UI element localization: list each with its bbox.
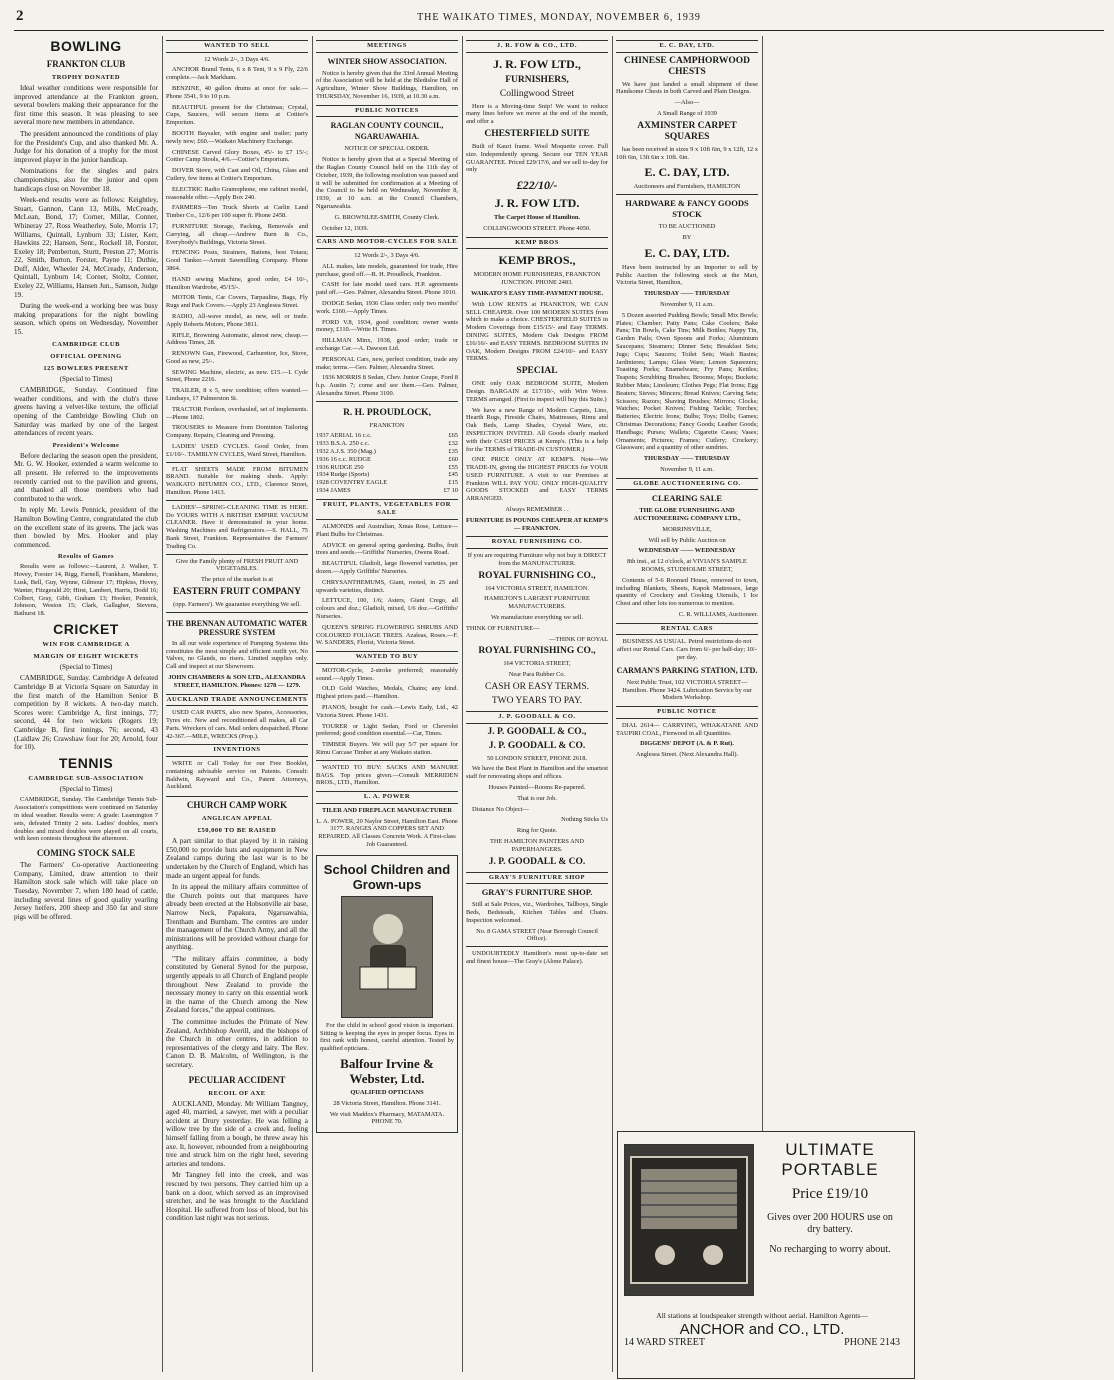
notice-text: Notice is hereby given that the 33rd Annual Meeting of the Association will be held at the Bledisloe Hall of Agriculture, Winter Show Buildings, Hamilton, on THURSDAY, November 16, 1939, at 10.30 a.m. <box>316 69 458 100</box>
chesterfield-title: CHESTERFIELD SUITE <box>484 128 590 139</box>
price-row <box>316 456 458 464</box>
ad-text: Houses Painted—Rooms Re-papered. <box>488 784 586 792</box>
article-paragraph: Week-end results were as follows: Keightley, Stuart, Gannon, Cann 13, Mills, McCready, McLean, Bond, 17; Corner, Millar, Conner, Whineray 27, Ross Weatherley, Sole, Morris 17; Williams, Quintall, Lynburn 33; Lister, Kerr, Hawkins 22; Hansen, Senr., Rockell 18, Forster, Exeley 18; Pemberton, Sturtt, Preston 27; Morris 22, Smith, Burton, Forster, Payne 11; Duthie, Duff, Alder, Wheeler 24, McCready, Anderson, Quintall, Lynburn 14; Corner, Stoltz, Conner, Exeley 22, Williams, Hansen Jun., Samson, Judge 19. <box>14 196 158 299</box>
classified-ad: RADIO, All-wave model, as new, sell or trade. Apply Roberts Motors, Phone 3811. <box>166 312 308 328</box>
article-paragraph: AUCKLAND, Monday. Mr William Tangney, aged 40, married, a sawyer, met with a peculiar accident at Drury yesterday. He was felling a willow tree by the side of a creek and, feeling himself falling from a bough, he threw away his axe. It, however, rebounded from a neighbouring tree and struck him on the right heel, severing arteries and tendons. <box>166 1099 308 1168</box>
radio-nocharge: No recharging to worry about. <box>769 1244 891 1255</box>
price-row <box>316 448 458 456</box>
price-value: £65 <box>448 432 458 440</box>
classified-ad: BEAUTIFUL Gladioli, large flowered varieties, per dozen.—Apply Griffiths' Nurseries. <box>316 560 458 576</box>
article-paragraph: Nominations for the singles and pairs championships, also for the junior and open handicaps close on November 18. <box>14 167 158 193</box>
auckland-trade-heading: AUCKLAND TRADE ANNOUNCEMENTS <box>166 694 308 707</box>
price-row <box>316 432 458 440</box>
article-paragraph: CAMBRIDGE, Sunday. Cambridge A defeated Cambridge B at Victoria Square on Saturday in the first match of the Hamilton Senior B competition by 8 wickets. A two-day match. Scores were: Cambridge A, first innings, 77; second, 44 for two wickets (Rogers 19; Cambridge B, first innings, 76; second, 43 (Laidlaw 26; Crawshaw four for 20; Arnold, four for 10). <box>14 674 158 752</box>
classified-ad: PIANOS, bought for cash.—Lewis Eady, Ltd., 42 Victoria Street. Phone 1431. <box>316 703 458 719</box>
column-divider <box>162 36 163 1372</box>
price-item: 1933 B.S.A. 250 c.c. <box>316 440 370 448</box>
official-opening-heading: OFFICIAL OPENING <box>50 352 122 360</box>
ad-text: Ring for Quote. <box>516 827 558 835</box>
eastern-fruit-ad <box>166 554 308 609</box>
auction-list: 5 Dozen assorted Pudding Bowls; Small Mix Bowls; Plates; Chamber; Patty Pans; Cake Coolers; Bake Pans; Tin Bowls, Cake Tins; Milk Bottles; Nappy Tin, Garden Pails; Oven Spoons and Forks; Aluminium Saucepans; Steamers; Dinner Sets; Breakfast Sets; Jugs; Cups; Saucers; Toilet Sets; Wash Basins; Jardinieres; Lamps; Glass Ware; Lemon Squeezers; Toasting Forks; Enamelware; Fry Pans; Kettles; Teapots; Scrubbing Brushes; Brooms; Mops; Buckets; Rubber Mats; Linoleum; Clothes Pegs; Flat Irons; Egg Beaters; Sieves; Mincers; Bread Knives; Carving Sets; Scissors; Razors; Shaving Brushes; Mirrors; Clocks; Watches; Pocket Knives; Fishing Tackle; Torches; Batteries; Electric Irons; Bulbs; Toys; Dolls; Games; Christmas Decorations; Fancy Goods; Leather Goods; Handbags; Purses; Wallets; Cigarette Cases; Vases; Ornaments; Pictures; Frames; Cutlery; Crockery; Glassware; and a quantity of other sundries. <box>616 311 758 452</box>
ad-text: —Also— <box>674 99 700 107</box>
radio-price: Price £19/10 <box>791 1186 869 1202</box>
goodall-footer: J. P. GOODALL & CO. <box>488 856 586 867</box>
meetings-heading: MEETINGS <box>316 40 458 53</box>
chinese-chests-title: CHINESE CAMPHORWOOD CHESTS <box>623 55 751 77</box>
classified-ad: RIFLE, Browning Automatic, almost new, cheap.—Address Times, 28. <box>166 331 308 347</box>
grays-title: GRAY'S FURNITURE SHOP. <box>481 887 593 898</box>
price-row <box>316 487 458 495</box>
ad-text: THE HAMILTON PAINTERS AND PAPERHANGERS. <box>489 838 585 853</box>
ad-text: We have a new Range of Modern Carpets, Lino, Hearth Rugs, Fireside Chairs, Mattresses, Rimu and Oak Beds, Lamp Shades, Crystal Ware, etc. INSPECTION INVITED. All Goods clearly marked with their CASH PRICES at Kemp's. (This is a help for the TERMS of TRADE-IN CUSTOMER.) <box>466 406 608 453</box>
classified-ad: LETTUCE, 100, 1/6; Asters, Giant Crego, all colours and doz.; Gladioli, mixed, 1/6 doz.—Griffiths' Nurseries. <box>316 597 458 621</box>
royal-header: ROYAL FURNISHING CO. <box>466 536 608 549</box>
ad-text: WEDNESDAY —— WEDNESDAY <box>638 547 736 555</box>
price-row <box>316 471 458 479</box>
public-notices-heading: PUBLIC NOTICES <box>316 105 458 118</box>
ad-text: THE GLOBE FURNISHING AND AUCTIONEERING COMPANY LTD., <box>633 507 741 523</box>
church-camp-heading: CHURCH CAMP WORK <box>166 796 308 811</box>
fow-street: Collingwood Street <box>499 88 575 99</box>
ad-text: Contents of 5-6 Roomed House, removed to town, including Blankets, Sheets, Kapok Mattresses, large quantity of Crockery and Cooking Utensils, 1 Ice Chest and other lots too numerous to mention. <box>616 576 758 608</box>
column-sport <box>14 36 158 1372</box>
price-value: £55 <box>448 463 458 471</box>
price-item: 1928 COVENTRY EAGLE <box>316 479 388 487</box>
ad-text: QUALIFIED OPTICIANS <box>350 1088 424 1096</box>
ad-text: We have the Best Plant in Hamilton and the smartest staff for renovating shops and offices. <box>466 765 608 781</box>
price-row <box>316 464 458 472</box>
ad-text: The price of the market is at <box>200 576 274 584</box>
bowlers-present-heading: 125 BOWLERS PRESENT <box>43 364 129 372</box>
ad-text: 50 LONDON STREET, PHONE 2618. <box>487 754 587 762</box>
flat-sheets-ad: FLAT SHEETS MADE FROM BITUMEN BRAND. Suitable for making sheds. Apply: WAIKATO BITUMEN CO., LTD., Clarence Street, Hamilton. Phone 1413. <box>166 462 308 497</box>
ad-text: has been received in sizes 9 x 10ft 6in, 9 x 12ft, 12 x 10ft 6in, 13ft 6in x 10ft. 6in. <box>616 145 758 161</box>
special-to-times: (Special to Times) <box>59 784 113 793</box>
peculiar-accident-heading: PECULIAR ACCIDENT <box>188 1074 286 1085</box>
article-paragraph: The president announced the conditions of play for the President's Cup, and also thanked Mr. A. Judge for his donation of a trophy for the most improved player in the junior handicap. <box>14 129 158 164</box>
price-value: £60 <box>448 455 458 463</box>
power-heading: L. A. POWER <box>316 791 458 804</box>
classified-ad: BEAUTIFUL present for the Christmas; Crystal, Cups, Saucers, will secure items at Cottier's Emporium. <box>166 103 308 127</box>
inventions-heading: INVENTIONS <box>166 744 308 757</box>
ad-text: C. R. WILLIAMS, Auctioneer. <box>678 611 758 619</box>
suite-price: £22/10/- <box>516 178 558 193</box>
ad-text: ONE only OAK BEDROOM SUITE, Modern Design. BARGAIN at £17/10/-, with Wire Wove. TERMS arranged. (First to inspect will buy this Suite.) <box>466 380 608 403</box>
ad-text: If you are requiring Furniture why not buy it DIRECT from the MANUFACTURER. <box>467 552 607 567</box>
axminster-title: AXMINSTER CARPET SQUARES <box>637 120 737 142</box>
ad-text: Nothing Sticks Us <box>561 816 608 824</box>
ad-text: Anglesea Street. (Next Alexandra Hall). <box>635 751 739 759</box>
goodall-title-2: J. P. GOODALL & CO. <box>488 740 586 751</box>
classified-ad: HAND sewing Machine, good order, £4 10/-, Hamilton Wardrobe, 45/15/-. <box>166 275 308 291</box>
proudlock-ad <box>316 401 458 495</box>
ad-text: A Small Range of 1939 <box>657 109 717 117</box>
classified-ad: CASH for late model used cars. H.P. agreements paid off.—Geo. Palmer, Alexandra Street. Phone 1010. <box>316 281 458 297</box>
carmans-title: CARMAN'S PARKING STATION, LTD. <box>616 665 758 675</box>
classified-ad: ADVICE on general spring gardening. Bulbs, fruit trees and seeds.—Griffiths' Nurseries, Owens Road. <box>316 541 458 557</box>
ad-text: —THINK OF ROYAL <box>549 635 608 643</box>
ad-text: Here is a Moving-time Snip! We want to reduce many lines before we move at the end of the month, and offer a <box>466 102 608 126</box>
ad-text: That is our Job. <box>517 794 557 802</box>
brennan-pump-ad <box>166 612 308 690</box>
ad-text: Near Para Rubber Co. <box>508 671 566 679</box>
ad-text: MODERN HOME FURNISHERS, FRANKTON JUNCTION. PHONE 2483. <box>473 271 601 287</box>
ad-text: L. A. POWER, 20 Naylor Street, Hamilton East. Phone 3177. RANGES AND COPPERS SET AND REPAIRED. All Classes Concrete Work. A First-class Job Guaranteed. <box>316 817 458 848</box>
frankton-club-heading: FRANKTON CLUB <box>46 59 126 69</box>
ad-text: 8th inst., at 12 o'clock, at VIVIAN'S SAMPLE ROOMS, STUDHOLME STREET, <box>627 558 747 574</box>
ad-text: DIAL 2614— CARRYING, WHAKATANE AND TAUPIRI COAL, Firewood in all Quantities. <box>616 721 758 737</box>
classified-ad: FORD V.8, 1934, good condition; owner wants money, £110.—Write H. Times. <box>316 318 458 334</box>
presidents-welcome-heading: President's Welcome <box>52 441 120 449</box>
grays-header: GRAY'S FURNITURE SHOP <box>466 872 608 885</box>
radio-body: Gives over 200 HOURS use on dry battery. <box>767 1212 893 1235</box>
radio-footer <box>624 1312 900 1347</box>
ad-text: We manufacture everything we sell. <box>491 614 583 622</box>
notice-text: G. BROWNLEE-SMITH, County Clerk. <box>334 213 440 221</box>
cambridge-club-heading: CAMBRIDGE CLUB <box>52 340 120 348</box>
results-heading: Results of Games <box>57 553 115 561</box>
radio-stations: All stations at loudspeaker strength without aerial. Hamilton Agents— <box>656 1311 868 1320</box>
bowling-heading: BOWLING <box>50 38 122 54</box>
tennis-heading: TENNIS <box>58 754 114 771</box>
raglan-title: RAGLAN COUNTY COUNCIL, NGARUAWAHIA. <box>330 121 444 142</box>
article-paragraph: Before declaring the season open the president, Mr. G. W. Hooker, extended a warm welcome to all present. He referred to the improvements recently carried out to the pavilion and greens, and thanked all those members who had contributed to the work. <box>14 451 158 503</box>
kemp-title: KEMP BROS., <box>498 253 576 268</box>
ad-text: (opp. Farmers'). We guarantee everything We sell. <box>173 601 301 609</box>
ad-text: In all our wide experience of Pumping Systems this constitutes the most simple and efficient outfit yet. No Valves, no Glands, no risers. Limited supplies only. Call and inspect at our Showroom. <box>166 639 308 671</box>
notice-text: NOTICE OF SPECIAL ORDER. <box>344 145 430 153</box>
notice-text: Notice is hereby given that at a Special Meeting of the Raglan County Council held on the 11th day of October, 1939, the following resolution was passed and it will be submitted for confirmation at a Meeting of the Council to be held on Wednesday, November 8, 1939, at 10 a.m. at the Council Chambers, Ngaruawahia. <box>316 156 458 210</box>
classified-ad: ALL makes, late models, guaranteed for trade, Hire purchase, good off.—R. H. Proudlock, Frankton. <box>316 262 458 278</box>
price-item: 1932 A.J.S. 350 (Mag.) <box>316 448 376 456</box>
radio-ultimate: ULTIMATE <box>785 1140 875 1159</box>
two-years: TWO YEARS TO PAY. <box>491 696 583 707</box>
portable-radio-icon <box>625 1145 753 1295</box>
anchor-title: ANCHOR and CO., LTD. <box>679 1320 845 1338</box>
trophy-subheading: TROPHY DONATED <box>51 74 121 81</box>
price-value: £7 10 <box>443 487 458 495</box>
price-value: £45 <box>448 471 458 479</box>
proudlock-price-list <box>316 432 458 494</box>
ad-text: November 9, 11 a.m. <box>660 465 714 473</box>
ad-text: With LOW RENTS at FRANKTON, WE CAN SELL CHEAPER. Over 100 MODERN SUITES from which to make a choice. CHESTERFIELD SUITES in Modern Coverings from £15/15/- and Easy TERMS. DINING SUITES, Modern Oak Designs FROM £16/16/- and EASY TERMS. BEDROOM SUITES IN OAK, Modern Designs FROM £24/10/- and EASY TERMS. <box>466 300 608 363</box>
clearing-sale-title: CLEARING SALE <box>651 493 723 504</box>
cricket-subheading: WIN FOR CAMBRIDGE A <box>42 640 130 648</box>
raised-subheading: £50,000 TO BE RAISED <box>197 827 277 835</box>
classified-ad: FARMERS—Ten Truck Shorts at Carlin Land Timber Co., 12/6 per 100 super ft. Phone 2458. <box>166 204 308 220</box>
classified-ad: LADIES' USED CYCLES. Good Order, from £1/10/-. TAMBLYN CYCLES, Ward Street, Hamilton. <box>166 443 308 458</box>
ad-text: Built of Kauri frame. Wool Moquette cover. Full size. Independently sprung. Secure our TEN YEAR GUARANTEE. Priced £29/17/6, and we sell to-day for only <box>466 142 608 174</box>
child-reading-illustration <box>341 896 433 1018</box>
ad-text: JOHN CHAMBERS & SON LTD., ALEXANDRA STREET, HAMILTON. Phones: 1278 — 1279. <box>168 674 306 689</box>
globe-header: GLOBE AUCTIONEERING CO. <box>616 478 758 491</box>
column-gap <box>766 36 828 1372</box>
ad-text: We have just landed a small shipment of these Handsome Chests in both Carved and Plain Designs. <box>616 80 758 96</box>
ad-text: BY <box>682 233 692 241</box>
balfour-optician-ad <box>316 855 458 1133</box>
masthead <box>14 8 1104 31</box>
classified-ad: ALMONDS and Australian, Xmas Rose, Lettuce—Plant Bulbs for Christmas. <box>316 523 458 538</box>
article-paragraph: Ideal weather conditions were responsible for improved attendance at the Frankton green, several bowlers making their appearance for the first time this season. It was pleasing to see several more new members in attendance. <box>14 84 158 127</box>
ad-text: TO BE AUCTIONED <box>658 223 716 231</box>
price-value: £35 <box>448 448 458 456</box>
article-paragraph: In its appeal the military affairs committee of the Church points out that marquees have already been erected at the Hobsonville air base, Narrow Neck, Papakura, Ngaruawahia, Trentham and Burnham. The centres are under the management of the Church Army, and all the ministrations will be provided without charge for anything. <box>166 883 308 952</box>
margin-subheading: MARGIN OF EIGHT WICKETS <box>33 652 139 660</box>
special-to-times: (Special to Times) <box>59 662 113 671</box>
classified-ad: QUEEN'S SPRING FLOWERING SHRUBS AND COLOURED FOLIAGE TREES. Azaleas, Roses.—F. W. SANDERS, Florist, Victoria Street. <box>316 623 458 647</box>
ad-text: Have been instructed by an Importer to sell by Public Auction the following stock at the Mart, Victoria Street, Hamilton, <box>616 263 758 287</box>
classified-ad: FENCING Posts, Strainers, Battens, best Totara; Good Tanker.—Arnott Sawmilling Company. Phone 3864. <box>166 249 308 272</box>
ad-text: Give the Family plenty of FRESH FRUIT AND VEGETABLES. <box>175 557 299 573</box>
classified-ad: FURNITURE Storage, Packing, Removals and Carrying, all cheap.—Andrew Burn & Co., Everybody's Buildings, Victoria Street. <box>166 222 308 246</box>
rates-line: 12 Words 2/-, 3 Days 4/6. <box>354 251 420 259</box>
article-paragraph: Results were as follows:—Laurent, J. Walker, T. Hovey, Forster 14, Rigg, Farnell, Frankham, Mandeno, Lusk, Bell, Guy, Wynne, Gilmour 17; Hipkiss, Hovey, Wanter, Fitzgerald 20; Hirst, Lambert, Harris, Dodd 16; Colbert, Gray, Gibb, Graham 13; Hooker, Pennick, Johnson, Weston 15; Clark, Gallagher, Stevens, Bathurst 18. <box>14 563 158 618</box>
newspaper-title: THE WAIKATO TIMES, MONDAY, NOVEMBER 6, 1939 <box>417 12 701 23</box>
price-row <box>316 440 458 448</box>
fruit-heading: FRUIT, PLANTS, VEGETABLES FOR SALE <box>316 499 458 520</box>
article-paragraph: Mr Tangney fell into the creek, and was rescued by two persons. They carried him up a bank on a door, which served as an improvised stretcher, and he was brought to the Auckland Hospital. He suffered from loss of blood, but his condition last night was not serious. <box>166 1171 308 1223</box>
column-divider <box>612 36 613 1372</box>
ad-text: COLLINGWOOD STREET. Phone 4050. <box>483 224 591 232</box>
classified-ad: CHRYSANTHEMUMS, Giant, rooted, in 25 and upwards varieties, distinct. <box>316 578 458 594</box>
goodall-header: J. P. GOODALL & CO. <box>466 711 608 724</box>
article-paragraph: During the week-end a working bee was busy making preparations for the night bowling season, which opens on Wednesday, November 15. <box>14 302 158 337</box>
classified-ad: PERSONAL Cars, new, perfect condition, trade any make; terms.—Geo. Palmer, Alexandra Street. <box>316 355 458 371</box>
ad-text: MORRINSVILLE, <box>662 525 712 533</box>
vacuum-cleaner-ad: LADIES'—SPRING-CLEANING TIME IS HERE. Do YOURS WITH A BRITISH EMPIRE VACUUM CLEANER. Have it demonstrated in your home. Washing Machines and Refrigerators.—S. HALL, 75 Bank Street, Frankton. Representative the Farmers' Trading Co. <box>166 500 308 551</box>
ad-text: DIGGENS' DEPOT (A. & P. Rut). <box>640 740 734 748</box>
article-paragraph: "The military affairs committee, a body constituted by General Synod for the purpose, urgently appeals to all Church of England people throughout New Zealand to provide the necessary money to carry on this essential work in the name of the Church among the New Zealand forces," the appeal continues. <box>166 954 308 1015</box>
radio-illustration <box>624 1144 754 1296</box>
ad-text: Still at Sale Prices, viz., Wardrobes, Tallboys, Single Beds, Bedsteads, Kitchen Tables and Chairs. Inspection welcomed. <box>466 901 608 924</box>
classified-ad: TIMBER Buyers. We will pay 5/7 per square for Rimu Carcase Timber at any Waikato station. <box>316 741 458 756</box>
ad-text: 28 Victoria Street, Hamilton. Phone 3141. <box>333 1099 441 1107</box>
wanted-to-buy-heading: WANTED TO BUY <box>316 651 458 664</box>
ad-text: 164 VICTORIA STREET, <box>503 660 571 668</box>
column-notices <box>316 36 458 1372</box>
column-furniture <box>466 36 608 1372</box>
ad-text: Auctioneers and Furnishers, HAMILTON <box>633 183 741 191</box>
cash-terms: CASH OR EASY TERMS. <box>485 682 589 693</box>
proudlock-title: R. H. PROUDLOCK, <box>343 407 431 418</box>
brennan-title: THE BRENNAN AUTOMATIC WATER PRESSURE SYSTEM <box>166 618 308 637</box>
ad-text: The Carpet House of Hamilton. <box>493 214 581 222</box>
public-notice-heading: PUBLIC NOTICE <box>616 706 758 719</box>
column-divider <box>462 36 463 1372</box>
anchor-address: 14 WARD STREET <box>624 1336 705 1348</box>
price-item: 1936 16 c.c. RUDGE <box>316 455 371 463</box>
price-value: £15 <box>448 479 458 487</box>
classified-ad: BENZINE, 40 gallon drums at once for sale.—Phone 3541, 9 to 10 p.m. <box>166 84 308 100</box>
hardware-title: HARDWARE & FANCY GOODS STOCK <box>616 194 758 220</box>
classified-ad: MOTOR Tents, Car Covers, Tarpaulins, Bags, Fly Rugs and Pack Covers.—Apply 23 Anglesea Street. <box>166 294 308 310</box>
rental-cars-heading: RENTAL CARS <box>616 623 758 636</box>
fow-header: J. R. FOW & CO., LTD. <box>466 40 608 53</box>
ad-text: For the child in school good vision is important. Sitting is keeping the eyes in proper focus. Eyes in first rank with honest, careful attention. Tested by qualified opticians. <box>320 1021 454 1053</box>
classified-ad: TOURER or Light Sedan, Ford or Chevrolet preferred; good condition essential.—Car, Times. <box>316 722 458 738</box>
ad-text: THURSDAY —— THURSDAY <box>643 455 731 463</box>
balfour-title: Balfour Irvine & Webster, Ltd. <box>340 1055 434 1086</box>
eastern-fruit-title: EASTERN FRUIT COMPANY <box>173 587 301 598</box>
goodall-title: J. P. GOODALL & CO., <box>487 726 587 737</box>
classified-ad: MOTOR-Cycle, 2-stroke preferred; reasonably sound.—Apply Times. <box>316 666 458 682</box>
ad-text: THINK OF FURNITURE— <box>466 624 540 632</box>
royal-title-2: ROYAL FURNISHING CO., <box>478 646 596 657</box>
ad-text: November 9, 11 a.m. <box>660 300 714 308</box>
price-item: 1934 Rudge (Sports) <box>316 471 370 479</box>
classified-ad: OLD Gold Watches, Medals, Chains; any kind. Highest prices paid.—Hamilton. <box>316 685 458 701</box>
wanted-to-sell-heading: WANTED TO SELL <box>166 40 308 53</box>
classified-ad: ELECTRIC Radio Gramophone, one cabinet model, reasonable offer.—Apply Box 240. <box>166 185 308 201</box>
ad-text: We visit Maddox's Pharmacy, MATAMATA. PHONE 70. <box>329 1110 445 1126</box>
column-divider <box>312 36 313 1372</box>
article-paragraph: A part similar to that played by it in raising £50,000 to provide huts and equipment in New Zealand camps during the last war is to be undertaken by the Church of England, which has made an urgent appeal for funds. <box>166 837 308 880</box>
ad-text: WAIKATO'S EASY TIME-PAYMENT HOUSE. <box>470 289 604 297</box>
rates-line: 12 Words 2/-, 3 Days 4/6. <box>204 55 270 63</box>
classified-ad: ANCHOR Brand Tents, 6 x 8 Tent, 9 x 9 Fly, 22/6 complete.—Jack Markham. <box>166 66 308 82</box>
price-value: £32 <box>448 440 458 448</box>
classified-ad: TROUSERS to Measure from Dominion Tailoring Company. Repairs, Cleaning and Pressing. <box>166 424 308 440</box>
article-paragraph: The Farmers' Co-operative Auctioneering Company, Limited, draw attention to their Hamilton stock sale which will take place on Tuesday, November 7, when 180 head of cattle, including several lines of good quality yearling Jersey heifers, 200 sheep and 350 fat and store pigs will be offered. <box>14 861 158 921</box>
notice-text: October 12, 1939. <box>322 224 369 232</box>
classified-ad: HILLMAN Minx, 1938, good order; trade or exchange Car.—A. Dawson Ltd. <box>316 337 458 352</box>
classified-ad: SEWING Machine, electric, as new. £15.—I. Cyde Street, Phone 2216. <box>166 368 308 384</box>
article-paragraph: The committee includes the Primate of New Zealand, Archbishop Averill, and the bishops of the Church in other centres, in addition to representatives of the clergy and laity. The Rev. Canon D. B. Malcolm, of Wellington, is the secretary. <box>166 1018 308 1069</box>
special-title: SPECIAL <box>516 366 558 377</box>
ad-text: UNDOUBTEDLY Hamilton's most up-to-date set and finest house—The Gray's (Alone Palace). <box>466 946 608 966</box>
ad-text: ONE PRICE ONLY AT KEMP'S. Note—We TRADE-IN, giving the HIGHEST PRICES for YOUR USED FURNITURE. A visit to our Premises at Frankton WILL PAY YOU. ONLY HIGH-QUALITY GOODS STOCKED and EASY TERMS ARRANGED. <box>466 456 608 503</box>
classified-ad: 1936 MORRIS 8 Sedan, Chev. Junior Coupe, Ford 8 h.p. Austin 7; come and see them.—Geo. Palmer, Alexandra Street. Phone 3100. <box>316 374 458 397</box>
price-item: 1934 JAMES <box>316 487 351 495</box>
ad-text: Distance No Object— <box>472 805 529 813</box>
ecday-header: E. C. DAY, LTD. <box>616 40 758 53</box>
ad-text: Always REMEMBER . . <box>505 506 569 514</box>
ad-text: FRANKTON <box>369 421 405 429</box>
ecday-title: E. C. DAY, LTD. <box>644 165 730 180</box>
price-row <box>316 479 458 487</box>
special-to-times: (Special to Times) <box>59 374 113 383</box>
article-paragraph: CAMBRIDGE, Sunday. The Cambridge Tennis Sub-Association's competitions were continued on Saturday in ideal weather. Results were: A grade: Leamington 7 sets, defeated Trinity 2 sets. Ladies' doubles, men's doubles and mixed doubles were played on all courts, with keen contests throughout the afternoon. <box>14 796 158 843</box>
ecday-title-2: E. C. DAY, LTD. <box>644 245 730 260</box>
column-classifieds <box>166 36 308 1372</box>
article-paragraph: CAMBRIDGE, Sunday. Continued fine weather conditions, and with the club's three greens having a velvet-like texture, the official opening of the Cambridge Bowling Club on Saturday was marked by one of the largest attendances of recent years. <box>14 386 158 438</box>
ad-text: BUSINESS AS USUAL. Petrol restrictions do not affect our Rental Cars. Cars from 6/- per half-day; 10/- per day. <box>616 638 758 662</box>
classified-ad: TRACTOR Fordson, overhauled, set of implements.—Phone 1802. <box>166 405 308 421</box>
ad-text: THURSDAY —— THURSDAY <box>643 290 731 298</box>
classified-ad: BOOTH Baysaler, with engine and trailer; party newly new; £60.—Waikato Machinery Exchange. <box>166 129 308 145</box>
kemp-header: KEMP BROS <box>466 237 608 250</box>
price-item: 1936 RUDGE 250 <box>316 463 364 471</box>
cricket-heading: CRICKET <box>53 620 119 637</box>
stock-sale-heading: COMING STOCK SALE <box>36 848 136 859</box>
cars-heading: CARS AND MOTOR-CYCLES FOR SALE <box>316 236 458 249</box>
school-children-title: School Children and Grown-ups <box>323 861 451 892</box>
price-item: 1937 AERIAL 16 c.c. <box>316 432 372 440</box>
classified-ad: DODGE Sedan, 1936 Class order; only two months' work. £160.—Apply Times. <box>316 299 458 315</box>
classified-ad: WRITE or Call Today for our Free Booklet, containing advisable service on Patents. Consult: Baldwin, Rayward and Co., Patent Attorneys, Auckland. <box>166 759 308 791</box>
anchor-address-row <box>624 1336 900 1348</box>
classified-ad: TRAILER, 8 x 5, new condition; offers wanted.—Lindsays, 17 Palmerston St. <box>166 387 308 403</box>
radio-portable: PORTABLE <box>781 1160 879 1179</box>
ad-text: Will sell by Public Auction on <box>648 536 726 544</box>
anglican-subheading: ANGLICAN APPEAL <box>201 815 273 823</box>
ad-text: TILER AND FIREPLACE MANUFACTURER <box>321 806 452 814</box>
classified-ad: DOVER Stove, with Cast and Oil, China, Glass and Cutlery, few items at Cottier's Emporium. <box>166 167 308 182</box>
tennis-subheading: CAMBRIDGE SUB-ASSOCIATION <box>28 774 144 782</box>
article-paragraph: In reply Mr. Lewis Pennick, president of the Hamilton Bowling Centre, congratulated the club on the excellent state of its greens. The jack was then bowled by Mrs. Hooker and play commenced. <box>14 506 158 549</box>
page-number: 2 <box>16 8 24 24</box>
anchor-phone: PHONE 2143 <box>844 1336 900 1348</box>
ad-text: 164 VICTORIA STREET, HAMILTON. <box>485 584 589 592</box>
fow-subtitle: FURNISHERS, <box>505 74 569 85</box>
ad-text: FURNITURE IS POUNDS CHEAPER AT KEMP'S — FRANKTON. <box>466 516 608 532</box>
winter-show-title: WINTER SHOW ASSOCIATION. <box>327 56 447 66</box>
classified-ad: CHINESE Carved Glory Boxes, 45/- to £7 15/-; Cottier Camp Stools, 4/6.—Cottier's Emporium. <box>166 148 308 164</box>
recoil-subheading: RECOIL OF AXE <box>208 1089 266 1097</box>
ad-text: Next Public Trust, 102 VICTORIA STREET—Hamilton. Phone 3424. Lubrication Service by our Modern Workshop. <box>622 678 752 702</box>
ad-text: No. 8 GAMA STREET (Near Borough Council Office). <box>476 927 598 943</box>
child-reading-icon <box>342 897 432 1017</box>
sacks-ad: WANTED TO BUY: SACKS AND MANURE BAGS. Top prices given.—Consult MERRIDEN BROS., LTD., Hamilton. <box>316 760 458 787</box>
ad-text: HAMILTON'S LARGEST FURNITURE MANUFACTURERS. <box>484 595 590 611</box>
royal-title: ROYAL FURNISHING CO., <box>478 570 596 581</box>
classified-ad: RENOWN Gun, Firewood, Carburettor, Ice, Stove, Good as new, 25/-. <box>166 350 308 365</box>
fow-title-2: J. R. FOW LTD. <box>494 196 580 211</box>
classified-ad: USED CAR PARTS, also new Spares, Accessories, Tyres etc. New and reconditioned all makes, all Car Parts. Wreckers of cars. Mail orders despatched. Phone 42-367.—MILE, WRECKS (Prop.). <box>166 709 308 740</box>
fow-title: J. R. FOW LTD., <box>493 56 581 71</box>
